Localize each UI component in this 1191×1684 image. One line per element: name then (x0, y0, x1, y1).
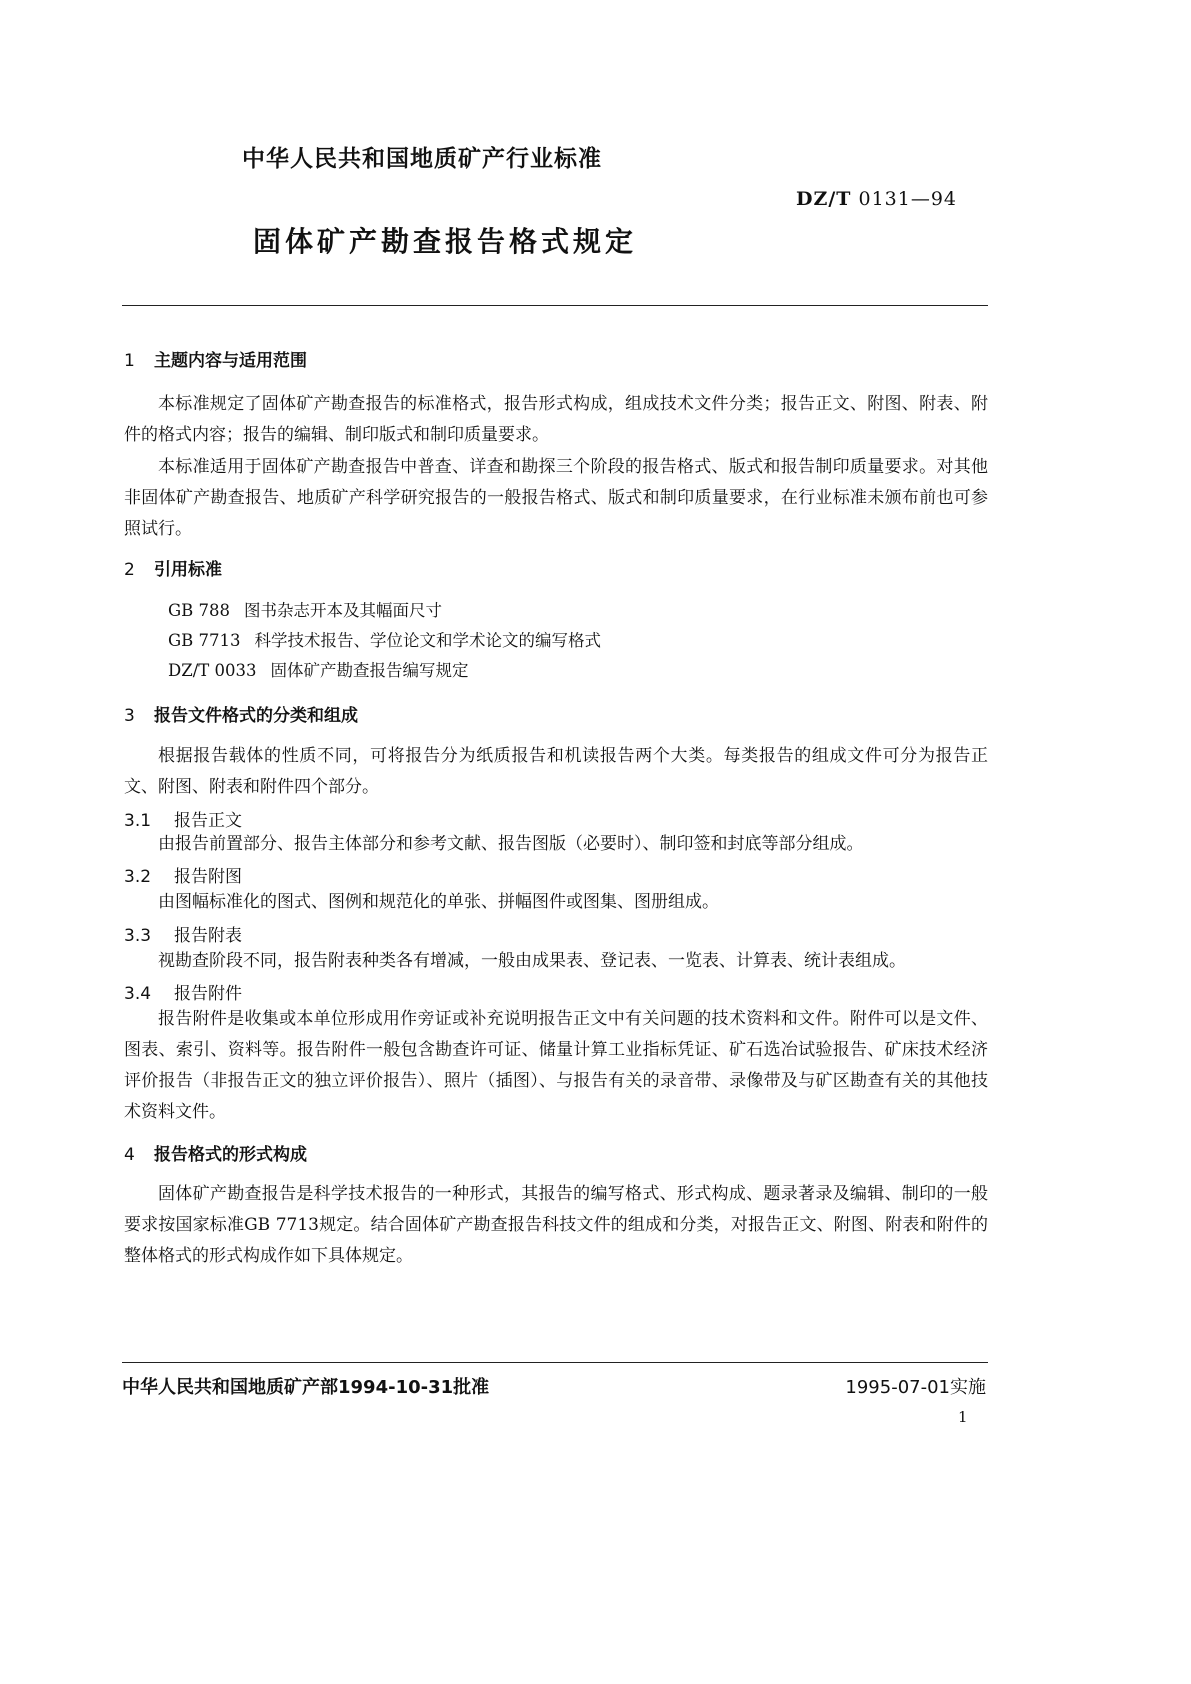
paragraph: 视勘查阶段不同，报告附表种类各有增减，一般由成果表、登记表、一览表、计算表、统计表组成。 (158, 951, 906, 971)
subsection-3-3-heading (124, 921, 242, 946)
subsection-number: 3.4 (124, 984, 152, 1004)
section-number: 1 (124, 351, 135, 371)
section-number: 2 (124, 560, 135, 580)
code-prefix: DZ/T (796, 188, 852, 210)
subsection-title: 报告附表 (174, 926, 242, 946)
section-number: 4 (124, 1145, 135, 1165)
paragraph: 报告附件是收集或本单位形成用作旁证或补充说明报告正文中有关问题的技术资料和文件。附件可以是文件、图表、索引、资料等。报告附件一般包含勘查许可证、储量计算工业指标凭证、矿石选冶试验报告、矿床技术经济评价报告（非报告正文的独立评价报告）、照片（插图）、与报告有关的录音带、录像带及与矿区勘查有关的其他技术资料文件。 (124, 1009, 988, 1122)
subsection-title: 报告正文 (174, 811, 242, 831)
reference-code: GB 7713 (168, 631, 241, 650)
reference-item (168, 657, 469, 681)
document-title: 固体矿产勘查报告格式规定 (253, 225, 638, 258)
section-number: 3 (124, 706, 135, 726)
reference-title: 图书杂志开本及其幅面尺寸 (244, 601, 443, 620)
approval-note: 中华人民共和国地质矿产部1994-10-31批准 (122, 1377, 490, 1398)
subsection-number: 3.1 (124, 811, 152, 831)
section-2-heading (124, 555, 222, 580)
section-title: 报告文件格式的分类和组成 (154, 706, 358, 726)
paragraph: 本标准规定了固体矿产勘查报告的标准格式，报告形式构成，组成技术文件分类；报告正文、附图、附表、附件的格式内容；报告的编辑、制印版式和制印质量要求。 (124, 394, 988, 445)
section-title: 主题内容与适用范围 (154, 351, 307, 371)
reference-title: 固体矿产勘查报告编写规定 (270, 661, 469, 680)
subsection-title: 报告附图 (174, 867, 242, 887)
section-1-heading (124, 346, 307, 371)
paragraph: 由图幅标准化的图式、图例和规范化的单张、拼幅图件或图集、图册组成。 (158, 892, 719, 912)
paragraph: 由报告前置部分、报告主体部分和参考文献、报告图版（必要时）、制印签和封底等部分组成。 (158, 834, 864, 854)
subsection-3-4-heading (124, 979, 242, 1004)
reference-code: DZ/T 0033 (168, 661, 257, 680)
reference-code: GB 788 (168, 601, 231, 620)
subsection-title: 报告附件 (174, 984, 242, 1004)
page-number: 1 (958, 1408, 968, 1426)
subsection-number: 3.3 (124, 926, 152, 946)
paragraph: 根据报告载体的性质不同，可将报告分为纸质报告和机读报告两个大类。每类报告的组成文件可分为报告正文、附图、附表和附件四个部分。 (124, 746, 988, 797)
effective-date: 1995-07-01实施 (845, 1377, 986, 1398)
reference-title: 科学技术报告、学位论文和学术论文的编写格式 (254, 631, 602, 650)
reference-item (168, 627, 601, 651)
paragraph: 固体矿产勘查报告是科学技术报告的一种形式，其报告的编写格式、形式构成、题录著录及编辑、制印的一般要求按国家标准GB 7713规定。结合固体矿产勘查报告科技文件的组成和分类，对报告正文、附图、附表和附件的整体格式的形式构成作如下具体规定。 (124, 1184, 988, 1266)
section-3-heading (124, 701, 358, 726)
header-divider (122, 305, 988, 306)
subsection-number: 3.2 (124, 867, 152, 887)
section-4-heading (124, 1140, 307, 1165)
footer-divider (122, 1362, 988, 1363)
section-title: 报告格式的形式构成 (154, 1145, 307, 1165)
code-number: 0131—94 (858, 188, 958, 210)
issuer-heading: 中华人民共和国地质矿产行业标准 (242, 146, 602, 172)
paragraph: 本标准适用于固体矿产勘查报告中普查、详查和勘探三个阶段的报告格式、版式和报告制印质量要求。对其他非固体矿产勘查报告、地质矿产科学研究报告的一般报告格式、版式和制印质量要求，在行业标准未颁布前也可参照试行。 (124, 457, 988, 539)
standard-code (796, 188, 957, 210)
subsection-3-2-heading (124, 862, 242, 887)
section-title: 引用标准 (154, 560, 222, 580)
subsection-3-1-heading (124, 806, 242, 831)
reference-item (168, 597, 442, 621)
